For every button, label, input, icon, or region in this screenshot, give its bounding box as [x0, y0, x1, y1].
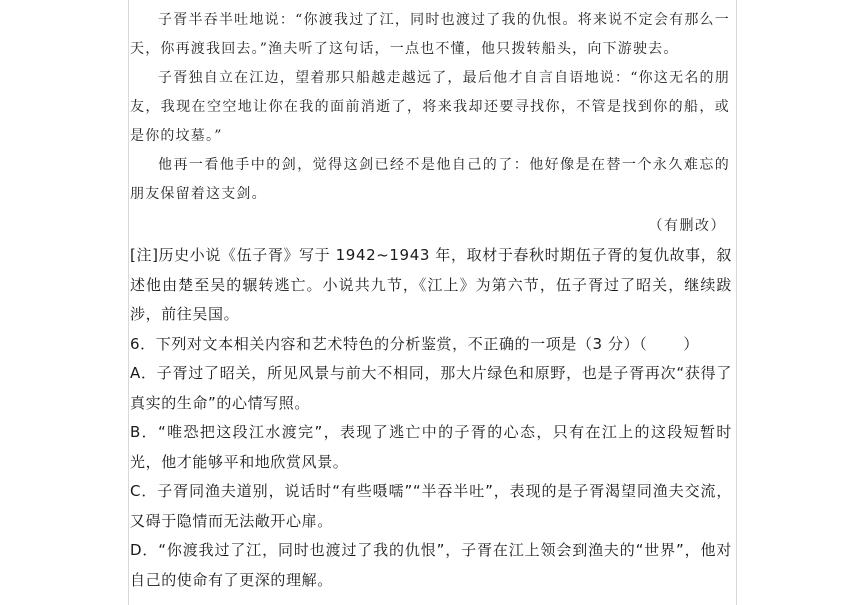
left-margin-line	[128, 0, 129, 605]
question-stem-close: ）	[683, 334, 699, 353]
source-note: （有删改）	[648, 218, 726, 234]
question-stem-text: 6．下列对文本相关内容和艺术特色的分析鉴赏，不正确的一项是（3 分）（	[130, 334, 648, 353]
option-a: A．子胥过了昭关，所见风景与前大不相同，那大片绿色和原野，也是子胥再次“获得了真实的生命”的心情写照。	[130, 364, 732, 412]
annotation-note: [注]历史小说《伍子胥》写于 1942~1943 年，取材于春秋时期伍子胥的复仇故事，叙述他由楚至吴的辗转逃亡。小说共九节，《江上》为第六节，伍子胥过了昭关，继续跋涉，前往吴国。	[130, 246, 732, 323]
option-b: B．“唯恐把这段江水渡完”，表现了逃亡中的子胥的心态，只有在江上的这段短暂时光，他才能够平和地欣赏风景。	[130, 423, 732, 471]
question-section	[130, 241, 732, 595]
passage-paragraph-2: 子胥独自立在江边，望着那只船越走越远了，最后他才自言自语地说：“你这无名的朋友，我现在空空地让你在我的面前消逝了，将来我却还要寻找你，不管是找到你的船，或是你的坟墓。”	[130, 70, 730, 144]
question-stem	[130, 330, 732, 360]
passage-paragraph-3: 他再一看他手中的剑，觉得这剑已经不是他自己的了：他好像是在替一个永久难忘的朋友保留着这支剑。	[130, 157, 730, 202]
passage-paragraph-1: 子胥半吞半吐地说：“你渡我过了江，同时也渡过了我的仇恨。将来说不定会有那么一天，你再渡我回去。”渔夫听了这句话，一点也不懂，他只拨转船头，向下游驶去。	[130, 12, 730, 57]
right-margin-line	[736, 0, 737, 605]
passage-excerpt	[130, 6, 730, 209]
option-c: C．子胥同渔夫道别，说话时“有些嗫嚅”“半吞半吐”，表现的是子胥渴望同渔夫交流，又碍于隐情而无法敞开心扉。	[130, 482, 732, 530]
option-d: D．“你渡我过了江，同时也渡过了我的仇恨”，子胥在江上领会到渔夫的“世界”，他对自己的使命有了更深的理解。	[130, 541, 732, 589]
